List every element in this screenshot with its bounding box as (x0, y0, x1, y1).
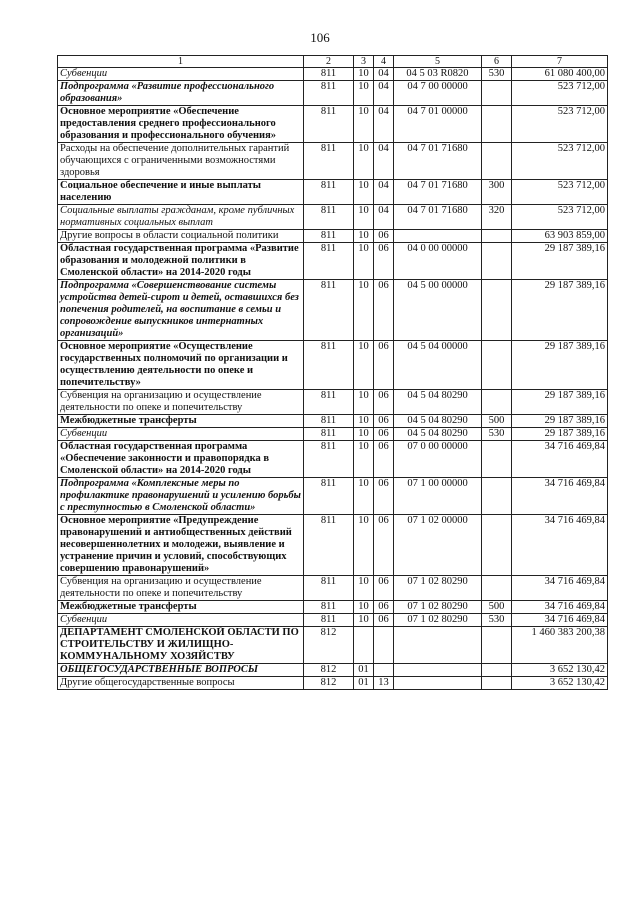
expense-type-cell (482, 677, 512, 690)
sum-cell: 523 712,00 (512, 180, 608, 205)
target-article-cell: 04 7 01 71680 (394, 143, 482, 180)
sum-cell: 63 903 859,00 (512, 230, 608, 243)
section-code-cell: 10 (354, 280, 374, 341)
section-code-cell: 10 (354, 143, 374, 180)
table-row (58, 230, 608, 243)
ministry-code-cell: 811 (304, 601, 354, 614)
table-row (58, 677, 608, 690)
section-code-cell: 01 (354, 677, 374, 690)
subsection-code-cell (374, 664, 394, 677)
ministry-code-cell: 811 (304, 441, 354, 478)
table-row (58, 106, 608, 143)
ministry-code-cell: 812 (304, 677, 354, 690)
sum-cell: 29 187 389,16 (512, 390, 608, 415)
target-article-cell: 07 1 02 80290 (394, 601, 482, 614)
subsection-code-cell: 04 (374, 143, 394, 180)
table-row (58, 243, 608, 280)
sum-cell: 3 652 130,42 (512, 677, 608, 690)
target-article-cell: 04 5 04 80290 (394, 428, 482, 441)
row-name-cell: Основное мероприятие «Обеспечение предоставления среднего профессионального образования и профессионального обучения» (58, 106, 304, 143)
row-name-cell: Субвенции (58, 428, 304, 441)
section-code-cell: 10 (354, 205, 374, 230)
row-name-cell: Социальное обеспечение и иные выплаты населению (58, 180, 304, 205)
sum-cell: 523 712,00 (512, 81, 608, 106)
row-name-cell: Основное мероприятие «Предупреждение правонарушений и антиобщественных действий несовершеннолетних и молодежи, выявление и устранение причин и условий, способствующих совершению правонарушений» (58, 515, 304, 576)
section-code-cell: 10 (354, 441, 374, 478)
table-row (58, 280, 608, 341)
table-row (58, 515, 608, 576)
sum-cell: 29 187 389,16 (512, 428, 608, 441)
subsection-code-cell: 04 (374, 81, 394, 106)
subsection-code-cell: 06 (374, 415, 394, 428)
subsection-code-cell: 06 (374, 441, 394, 478)
ministry-code-cell: 812 (304, 664, 354, 677)
ministry-code-cell: 811 (304, 106, 354, 143)
target-article-cell (394, 230, 482, 243)
subsection-code-cell: 04 (374, 205, 394, 230)
ministry-code-cell: 811 (304, 68, 354, 81)
expense-type-cell (482, 106, 512, 143)
section-code-cell (354, 627, 374, 664)
expense-type-cell: 500 (482, 415, 512, 428)
row-name-cell: Другие вопросы в области социальной политики (58, 230, 304, 243)
sum-cell: 34 716 469,84 (512, 601, 608, 614)
row-name-cell: Межбюджетные трансферты (58, 415, 304, 428)
section-code-cell: 10 (354, 576, 374, 601)
table-row (58, 478, 608, 515)
ministry-code-cell: 812 (304, 627, 354, 664)
target-article-cell: 07 1 02 00000 (394, 515, 482, 576)
expense-type-cell (482, 478, 512, 515)
budget-table (57, 55, 608, 690)
subsection-code-cell: 04 (374, 180, 394, 205)
row-name-cell: Областная государственная программа «Обеспечение законности и правопорядка в Смоленской области» на 2014-2020 годы (58, 441, 304, 478)
expense-type-cell: 300 (482, 180, 512, 205)
row-name-cell: Другие общегосударственные вопросы (58, 677, 304, 690)
subsection-code-cell: 06 (374, 576, 394, 601)
subsection-code-cell: 04 (374, 68, 394, 81)
target-article-cell: 04 5 04 00000 (394, 341, 482, 390)
target-article-cell (394, 627, 482, 664)
section-code-cell: 10 (354, 415, 374, 428)
expense-type-cell (482, 341, 512, 390)
subsection-code-cell: 06 (374, 428, 394, 441)
ministry-code-cell: 811 (304, 576, 354, 601)
row-name-cell: Субвенция на организацию и осуществление деятельности по опеке и попечительству (58, 390, 304, 415)
subsection-code-cell: 06 (374, 390, 394, 415)
target-article-cell: 04 7 01 00000 (394, 106, 482, 143)
subsection-code-cell: 06 (374, 341, 394, 390)
sum-cell: 29 187 389,16 (512, 415, 608, 428)
sum-cell: 3 652 130,42 (512, 664, 608, 677)
section-code-cell: 10 (354, 601, 374, 614)
expense-type-cell (482, 664, 512, 677)
row-name-cell: Расходы на обеспечение дополнительных гарантий обучающихся с ограниченными возможностями здоровья (58, 143, 304, 180)
subsection-code-cell: 06 (374, 515, 394, 576)
sum-cell: 29 187 389,16 (512, 243, 608, 280)
row-name-cell: Межбюджетные трансферты (58, 601, 304, 614)
ministry-code-cell: 811 (304, 614, 354, 627)
row-name-cell: Основное мероприятие «Осуществление государственных полномочий по организации и осуществлению деятельности по опеке и попечительству» (58, 341, 304, 390)
sum-cell: 523 712,00 (512, 106, 608, 143)
expense-type-cell: 500 (482, 601, 512, 614)
target-article-cell: 07 1 02 80290 (394, 614, 482, 627)
table-row (58, 81, 608, 106)
ministry-code-cell: 811 (304, 515, 354, 576)
table-row (58, 441, 608, 478)
expense-type-cell (482, 515, 512, 576)
subsection-code-cell: 04 (374, 106, 394, 143)
section-code-cell: 10 (354, 106, 374, 143)
target-article-cell: 04 5 00 00000 (394, 280, 482, 341)
page-number: 106 (310, 30, 330, 45)
ministry-code-cell: 811 (304, 243, 354, 280)
row-name-cell: Подпрограмма «Совершенствование системы устройства детей-сирот и детей, оставшихся без попечения родителей, на воспитание в семьи и сопровождение выпускников интернатных организаций» (58, 280, 304, 341)
target-article-cell: 04 5 04 80290 (394, 415, 482, 428)
expense-type-cell: 320 (482, 205, 512, 230)
expense-type-cell (482, 627, 512, 664)
subsection-code-cell: 06 (374, 230, 394, 243)
expense-type-cell: 530 (482, 68, 512, 81)
expense-type-cell: 530 (482, 428, 512, 441)
sum-cell: 34 716 469,84 (512, 478, 608, 515)
section-code-cell: 10 (354, 390, 374, 415)
subsection-code-cell: 06 (374, 478, 394, 515)
target-article-cell: 04 5 03 R0820 (394, 68, 482, 81)
target-article-cell: 07 1 02 80290 (394, 576, 482, 601)
table-row (58, 205, 608, 230)
section-code-cell: 10 (354, 180, 374, 205)
subsection-code-cell: 06 (374, 601, 394, 614)
target-article-cell (394, 677, 482, 690)
section-code-cell: 01 (354, 664, 374, 677)
sum-cell: 523 712,00 (512, 205, 608, 230)
sum-cell: 34 716 469,84 (512, 515, 608, 576)
subsection-code-cell: 06 (374, 243, 394, 280)
expense-type-cell (482, 230, 512, 243)
table-row (58, 415, 608, 428)
target-article-cell: 04 7 01 71680 (394, 180, 482, 205)
ministry-code-cell: 811 (304, 390, 354, 415)
ministry-code-cell: 811 (304, 81, 354, 106)
header-cell: 4 (374, 56, 394, 68)
table-row (58, 664, 608, 677)
row-name-cell: Субвенции (58, 614, 304, 627)
row-name-cell: ДЕПАРТАМЕНТ СМОЛЕНСКОЙ ОБЛАСТИ ПО СТРОИТЕЛЬСТВУ И ЖИЛИЩНО-КОММУНАЛЬНОМУ ХОЗЯЙСТВУ (58, 627, 304, 664)
subsection-code-cell (374, 627, 394, 664)
expense-type-cell (482, 143, 512, 180)
section-code-cell: 10 (354, 478, 374, 515)
sum-cell: 34 716 469,84 (512, 614, 608, 627)
ministry-code-cell: 811 (304, 428, 354, 441)
expense-type-cell: 530 (482, 614, 512, 627)
subsection-code-cell: 06 (374, 614, 394, 627)
target-article-cell: 07 0 00 00000 (394, 441, 482, 478)
section-code-cell: 10 (354, 230, 374, 243)
sum-cell: 29 187 389,16 (512, 280, 608, 341)
row-name-cell: Областная государственная программа «Развитие образования и молодежной политики в Смоленской области» на 2014-2020 годы (58, 243, 304, 280)
expense-type-cell (482, 576, 512, 601)
table-row (58, 614, 608, 627)
ministry-code-cell: 811 (304, 478, 354, 515)
header-row (58, 56, 608, 68)
header-cell: 1 (58, 56, 304, 68)
sum-cell: 523 712,00 (512, 143, 608, 180)
header-cell: 5 (394, 56, 482, 68)
section-code-cell: 10 (354, 68, 374, 81)
row-name-cell: Субвенции (58, 68, 304, 81)
expense-type-cell (482, 81, 512, 106)
section-code-cell: 10 (354, 515, 374, 576)
section-code-cell: 10 (354, 428, 374, 441)
row-name-cell: Субвенция на организацию и осуществление деятельности по опеке и попечительству (58, 576, 304, 601)
ministry-code-cell: 811 (304, 230, 354, 243)
expense-type-cell (482, 280, 512, 341)
target-article-cell: 04 0 00 00000 (394, 243, 482, 280)
target-article-cell: 04 7 00 00000 (394, 81, 482, 106)
expense-type-cell (482, 390, 512, 415)
row-name-cell: Социальные выплаты гражданам, кроме публичных нормативных социальных выплат (58, 205, 304, 230)
target-article-cell (394, 664, 482, 677)
table-row (58, 68, 608, 81)
header-cell: 3 (354, 56, 374, 68)
table-row (58, 627, 608, 664)
expense-type-cell (482, 243, 512, 280)
section-code-cell: 10 (354, 243, 374, 280)
subsection-code-cell: 06 (374, 280, 394, 341)
ministry-code-cell: 811 (304, 341, 354, 390)
sum-cell: 29 187 389,16 (512, 341, 608, 390)
ministry-code-cell: 811 (304, 205, 354, 230)
target-article-cell: 04 7 01 71680 (394, 205, 482, 230)
ministry-code-cell: 811 (304, 143, 354, 180)
header-cell: 2 (304, 56, 354, 68)
table-row (58, 576, 608, 601)
table-row (58, 390, 608, 415)
header-cell: 7 (512, 56, 608, 68)
ministry-code-cell: 811 (304, 415, 354, 428)
sum-cell: 34 716 469,84 (512, 576, 608, 601)
table-row (58, 341, 608, 390)
target-article-cell: 07 1 00 00000 (394, 478, 482, 515)
header-cell: 6 (482, 56, 512, 68)
section-code-cell: 10 (354, 341, 374, 390)
expense-type-cell (482, 441, 512, 478)
sum-cell: 1 460 383 200,38 (512, 627, 608, 664)
table-row (58, 180, 608, 205)
sum-cell: 61 080 400,00 (512, 68, 608, 81)
sum-cell: 34 716 469,84 (512, 441, 608, 478)
section-code-cell: 10 (354, 81, 374, 106)
subsection-code-cell: 13 (374, 677, 394, 690)
table-row (58, 601, 608, 614)
ministry-code-cell: 811 (304, 180, 354, 205)
row-name-cell: ОБЩЕГОСУДАРСТВЕННЫЕ ВОПРОСЫ (58, 664, 304, 677)
table-row (58, 428, 608, 441)
section-code-cell: 10 (354, 614, 374, 627)
row-name-cell: Подпрограмма «Развитие профессионального образования» (58, 81, 304, 106)
target-article-cell: 04 5 04 80290 (394, 390, 482, 415)
ministry-code-cell: 811 (304, 280, 354, 341)
table-row (58, 143, 608, 180)
row-name-cell: Подпрограмма «Комплексные меры по профилактике правонарушений и усилению борьбы с преступностью в Смоленской области» (58, 478, 304, 515)
